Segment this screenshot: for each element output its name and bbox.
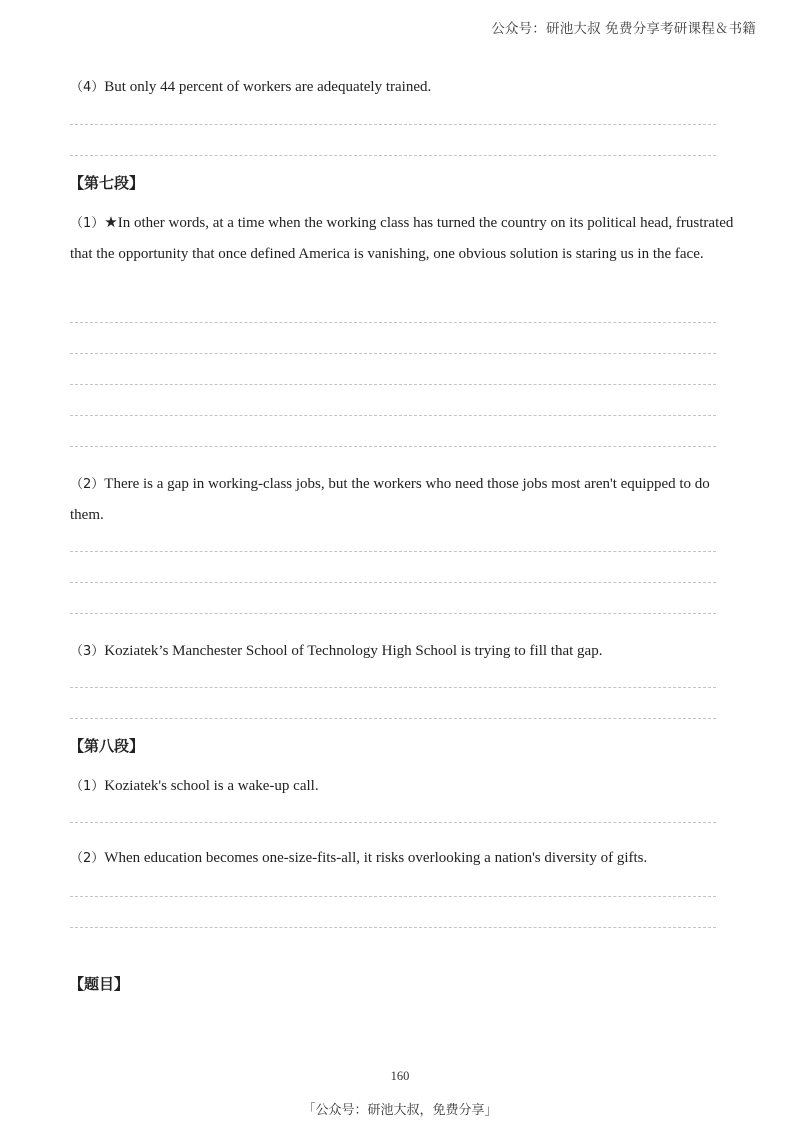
answer-line: [70, 551, 716, 552]
answer-line: [70, 582, 716, 583]
answer-line: [70, 415, 716, 416]
footer-watermark: 「公众号：研池大叔，免费分享」: [302, 1103, 498, 1118]
page-number: 160: [390, 1069, 410, 1083]
sentence-p7-1: [70, 208, 734, 270]
sentence-number: （3）: [70, 644, 105, 659]
section-heading-8: 【第八段】: [69, 737, 145, 755]
sentence-p8-1: [70, 771, 734, 802]
sentence-text: There is a gap in working-class jobs, but the workers who need those jobs most aren't equipped to do them.: [70, 476, 710, 523]
header-watermark: 公众号：研池大叔 免费分享考研课程＆书籍: [491, 21, 756, 37]
answer-line: [70, 322, 716, 323]
section-heading-questions: 【题目】: [69, 975, 130, 993]
sentence-text: ★In other words, at a time when the working class has turned the country on its political head, frustrated that the opportunity that once defined America is vanishing, one obvious solution is staring us in the face.: [70, 215, 734, 262]
answer-line: [70, 446, 716, 447]
sentence-text: But only 44 percent of workers are adequately trained.: [104, 79, 432, 95]
sentence-number: （1）: [70, 779, 105, 794]
answer-line: [70, 896, 716, 897]
sentence-p7-3: [70, 636, 734, 667]
sentence-text: When education becomes one-size-fits-all, it risks overlooking a nation's diversity of gifts.: [104, 850, 648, 866]
section-heading-7: 【第七段】: [69, 174, 145, 192]
answer-line: [70, 927, 716, 928]
answer-line: [70, 687, 716, 688]
sentence-text: Koziatek’s Manchester School of Technology High School is trying to fill that gap.: [104, 643, 603, 659]
answer-line: [70, 384, 716, 385]
answer-line: [70, 155, 716, 156]
answer-line: [70, 353, 716, 354]
sentence-p6-4: [70, 72, 734, 103]
sentence-number: （4）: [70, 80, 105, 95]
sentence-number: （1）: [70, 216, 105, 231]
answer-line: [70, 822, 716, 823]
sentence-number: （2）: [70, 477, 105, 492]
answer-line: [70, 124, 716, 125]
sentence-p7-2: [70, 469, 734, 531]
sentence-number: （2）: [70, 851, 105, 866]
sentence-text: Koziatek's school is a wake-up call.: [104, 778, 319, 794]
answer-line: [70, 718, 716, 719]
sentence-p8-2: [70, 843, 734, 874]
answer-line: [70, 613, 716, 614]
